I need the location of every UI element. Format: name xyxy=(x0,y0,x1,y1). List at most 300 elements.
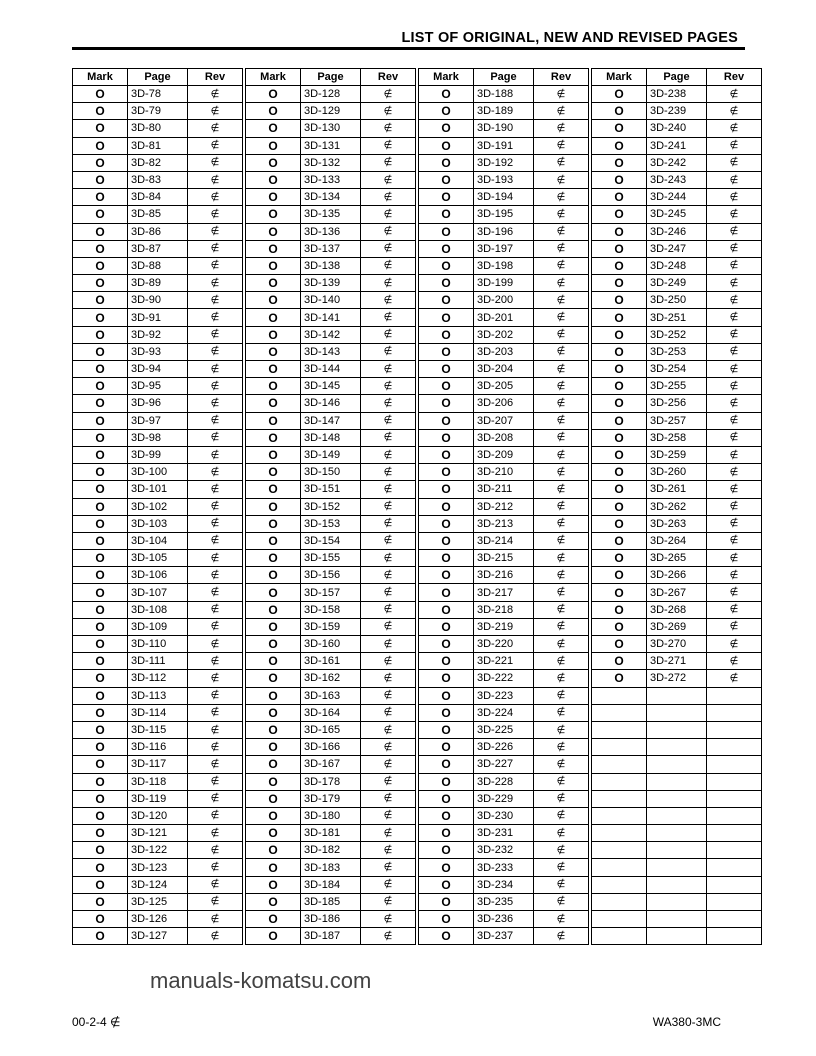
page-cell: 3D-167 xyxy=(301,756,361,773)
rev-cell: ∉ xyxy=(534,704,589,721)
mark-cell: O xyxy=(246,704,301,721)
table-row xyxy=(73,859,243,876)
page-cell: 3D-132 xyxy=(301,154,361,171)
page-cell: 3D-179 xyxy=(301,790,361,807)
rev-cell: ∉ xyxy=(188,807,243,824)
rev-cell: ∉ xyxy=(361,309,416,326)
page-cell: 3D-147 xyxy=(301,412,361,429)
page-cell: 3D-90 xyxy=(128,292,188,309)
table-row xyxy=(419,446,589,463)
page-cell: 3D-262 xyxy=(647,498,707,515)
mark-cell: O xyxy=(592,618,647,635)
mark-cell: O xyxy=(73,928,128,945)
mark-cell: O xyxy=(592,257,647,274)
mark-cell: O xyxy=(419,893,474,910)
page-cell xyxy=(647,790,707,807)
table-row xyxy=(592,206,762,223)
rev-cell: ∉ xyxy=(534,189,589,206)
rev-cell: ∉ xyxy=(361,584,416,601)
page-cell: 3D-134 xyxy=(301,189,361,206)
table-row xyxy=(246,756,416,773)
rev-cell: ∉ xyxy=(707,618,762,635)
mark-cell: O xyxy=(246,498,301,515)
mark-cell: O xyxy=(246,275,301,292)
mark-cell xyxy=(592,739,647,756)
rev-cell: ∉ xyxy=(188,498,243,515)
rev-cell: ∉ xyxy=(707,567,762,584)
rev-cell: ∉ xyxy=(188,842,243,859)
page-cell: 3D-269 xyxy=(647,618,707,635)
rev-cell: ∉ xyxy=(534,515,589,532)
page-cell: 3D-244 xyxy=(647,189,707,206)
mark-cell: O xyxy=(419,756,474,773)
mark-cell: O xyxy=(419,790,474,807)
table-row xyxy=(419,326,589,343)
mark-cell: O xyxy=(419,550,474,567)
mark-cell: O xyxy=(419,618,474,635)
mark-cell: O xyxy=(419,825,474,842)
rev-cell xyxy=(707,721,762,738)
mark-cell: O xyxy=(419,86,474,103)
mark-cell: O xyxy=(73,446,128,463)
table-row xyxy=(419,412,589,429)
mark-cell: O xyxy=(419,773,474,790)
mark-cell: O xyxy=(419,739,474,756)
page-cell: 3D-190 xyxy=(474,120,534,137)
mark-cell: O xyxy=(419,704,474,721)
rev-cell: ∉ xyxy=(707,446,762,463)
table-row xyxy=(419,257,589,274)
mark-cell: O xyxy=(73,275,128,292)
page-title: LIST OF ORIGINAL, NEW AND REVISED PAGES xyxy=(401,30,738,46)
mark-cell: O xyxy=(419,636,474,653)
rev-cell: ∉ xyxy=(534,842,589,859)
rev-cell: ∉ xyxy=(188,876,243,893)
rev-cell: ∉ xyxy=(707,275,762,292)
page-cell: 3D-112 xyxy=(128,670,188,687)
page-cell: 3D-260 xyxy=(647,464,707,481)
mark-cell: O xyxy=(73,189,128,206)
table-row xyxy=(246,189,416,206)
table-row xyxy=(246,171,416,188)
rev-cell: ∉ xyxy=(534,343,589,360)
footer-page-number: 00-2-4 ∉ xyxy=(72,1015,121,1029)
rev-cell: ∉ xyxy=(361,120,416,137)
rev-cell: ∉ xyxy=(361,876,416,893)
mark-cell: O xyxy=(73,378,128,395)
page-cell: 3D-99 xyxy=(128,446,188,463)
page-cell: 3D-240 xyxy=(647,120,707,137)
rev-cell: ∉ xyxy=(534,240,589,257)
mark-cell: O xyxy=(592,103,647,120)
table-row xyxy=(246,498,416,515)
rev-cell: ∉ xyxy=(534,532,589,549)
table-row xyxy=(592,670,762,687)
page-cell: 3D-86 xyxy=(128,223,188,240)
mark-cell: O xyxy=(246,773,301,790)
mark-cell: O xyxy=(419,361,474,378)
rev-cell: ∉ xyxy=(361,240,416,257)
mark-cell: O xyxy=(73,309,128,326)
table-row xyxy=(246,704,416,721)
mark-cell: O xyxy=(73,911,128,928)
rev-cell: ∉ xyxy=(188,911,243,928)
table-row xyxy=(419,498,589,515)
table-row xyxy=(246,928,416,945)
page-cell: 3D-84 xyxy=(128,189,188,206)
page-cell: 3D-247 xyxy=(647,240,707,257)
table-row xyxy=(592,120,762,137)
page-cell: 3D-154 xyxy=(301,532,361,549)
page-cell: 3D-202 xyxy=(474,326,534,343)
table-row xyxy=(73,481,243,498)
page-cell: 3D-157 xyxy=(301,584,361,601)
rev-cell: ∉ xyxy=(534,876,589,893)
table-row xyxy=(246,378,416,395)
page-cell: 3D-252 xyxy=(647,326,707,343)
page-cell: 3D-163 xyxy=(301,687,361,704)
rev-cell: ∉ xyxy=(361,326,416,343)
rev-cell: ∉ xyxy=(707,429,762,446)
page-cell: 3D-141 xyxy=(301,309,361,326)
page-cell: 3D-203 xyxy=(474,343,534,360)
table-row xyxy=(592,498,762,515)
mark-cell: O xyxy=(246,86,301,103)
table-row xyxy=(419,636,589,653)
mark-cell: O xyxy=(73,584,128,601)
table-row xyxy=(73,687,243,704)
mark-cell: O xyxy=(419,257,474,274)
table-row xyxy=(592,911,762,928)
page-cell: 3D-153 xyxy=(301,515,361,532)
rev-cell: ∉ xyxy=(534,601,589,618)
mark-cell: O xyxy=(246,636,301,653)
mark-cell: O xyxy=(592,223,647,240)
rev-cell: ∉ xyxy=(188,550,243,567)
rev-cell: ∉ xyxy=(361,532,416,549)
mark-cell: O xyxy=(246,257,301,274)
mark-cell xyxy=(592,859,647,876)
mark-cell: O xyxy=(73,893,128,910)
table-row xyxy=(592,687,762,704)
rev-cell: ∉ xyxy=(361,498,416,515)
mark-cell: O xyxy=(246,120,301,137)
page-cell: 3D-143 xyxy=(301,343,361,360)
mark-cell: O xyxy=(419,670,474,687)
mark-cell: O xyxy=(419,412,474,429)
table-row xyxy=(73,429,243,446)
rev-cell: ∉ xyxy=(707,395,762,412)
page-cell xyxy=(647,773,707,790)
mark-cell xyxy=(592,704,647,721)
mark-cell: O xyxy=(246,464,301,481)
table-row xyxy=(73,567,243,584)
rev-cell xyxy=(707,876,762,893)
rev-cell: ∉ xyxy=(707,481,762,498)
table-row xyxy=(246,120,416,137)
page-cell: 3D-193 xyxy=(474,171,534,188)
mark-cell: O xyxy=(73,601,128,618)
rev-cell: ∉ xyxy=(188,189,243,206)
table-row xyxy=(73,636,243,653)
rev-cell: ∉ xyxy=(534,309,589,326)
table-row xyxy=(592,928,762,945)
rev-cell: ∉ xyxy=(361,790,416,807)
rev-cell xyxy=(707,825,762,842)
page-cell: 3D-197 xyxy=(474,240,534,257)
table-row xyxy=(73,584,243,601)
mark-cell: O xyxy=(73,86,128,103)
page-cell: 3D-161 xyxy=(301,653,361,670)
page-cell: 3D-159 xyxy=(301,618,361,635)
page-cell: 3D-102 xyxy=(128,498,188,515)
rev-cell: ∉ xyxy=(188,515,243,532)
page-cell: 3D-210 xyxy=(474,464,534,481)
table-row xyxy=(246,137,416,154)
mark-cell: O xyxy=(246,893,301,910)
rev-cell: ∉ xyxy=(534,721,589,738)
rev-cell: ∉ xyxy=(188,928,243,945)
page-list-group xyxy=(418,68,589,945)
table-row xyxy=(246,464,416,481)
table-row xyxy=(592,361,762,378)
table-row xyxy=(246,911,416,928)
mark-cell: O xyxy=(246,395,301,412)
page-cell: 3D-245 xyxy=(647,206,707,223)
table-row xyxy=(592,309,762,326)
mark-cell: O xyxy=(73,790,128,807)
rev-cell: ∉ xyxy=(361,137,416,154)
page-cell: 3D-232 xyxy=(474,842,534,859)
page-cell: 3D-158 xyxy=(301,601,361,618)
rev-cell: ∉ xyxy=(534,893,589,910)
mark-cell: O xyxy=(419,429,474,446)
table-row xyxy=(592,103,762,120)
page-cell: 3D-109 xyxy=(128,618,188,635)
rev-cell: ∉ xyxy=(534,154,589,171)
rev-cell: ∉ xyxy=(188,309,243,326)
page-cell: 3D-205 xyxy=(474,378,534,395)
page-cell: 3D-186 xyxy=(301,911,361,928)
page-cell: 3D-266 xyxy=(647,567,707,584)
page-cell: 3D-151 xyxy=(301,481,361,498)
rev-cell: ∉ xyxy=(534,120,589,137)
rev-cell: ∉ xyxy=(534,859,589,876)
page-cell: 3D-148 xyxy=(301,429,361,446)
mark-cell: O xyxy=(592,636,647,653)
page-cell xyxy=(647,876,707,893)
rev-cell: ∉ xyxy=(707,86,762,103)
page-cell: 3D-261 xyxy=(647,481,707,498)
rev-cell: ∉ xyxy=(188,326,243,343)
table-row xyxy=(73,842,243,859)
rev-cell: ∉ xyxy=(534,464,589,481)
page-cell xyxy=(647,893,707,910)
mark-cell: O xyxy=(592,206,647,223)
mark-cell: O xyxy=(419,343,474,360)
table-row xyxy=(592,618,762,635)
rev-cell: ∉ xyxy=(534,361,589,378)
rev-cell: ∉ xyxy=(188,893,243,910)
rev-cell: ∉ xyxy=(188,464,243,481)
page-cell: 3D-229 xyxy=(474,790,534,807)
table-row xyxy=(246,532,416,549)
mark-cell: O xyxy=(246,412,301,429)
page-cell: 3D-249 xyxy=(647,275,707,292)
page-cell: 3D-104 xyxy=(128,532,188,549)
table-row xyxy=(592,807,762,824)
table-row xyxy=(592,893,762,910)
rev-cell: ∉ xyxy=(707,326,762,343)
mark-cell: O xyxy=(246,721,301,738)
table-row xyxy=(73,618,243,635)
mark-cell: O xyxy=(73,343,128,360)
mark-cell: O xyxy=(73,636,128,653)
mark-cell: O xyxy=(73,498,128,515)
rev-cell: ∉ xyxy=(361,154,416,171)
page-cell: 3D-122 xyxy=(128,842,188,859)
page-cell: 3D-136 xyxy=(301,223,361,240)
page-cell: 3D-88 xyxy=(128,257,188,274)
page-cell: 3D-110 xyxy=(128,636,188,653)
mark-cell: O xyxy=(419,378,474,395)
rev-cell: ∉ xyxy=(361,636,416,653)
page-cell: 3D-270 xyxy=(647,636,707,653)
rev-cell: ∉ xyxy=(361,859,416,876)
table-row xyxy=(592,842,762,859)
rev-cell: ∉ xyxy=(188,670,243,687)
mark-cell: O xyxy=(246,361,301,378)
page-cell: 3D-101 xyxy=(128,481,188,498)
page-cell: 3D-224 xyxy=(474,704,534,721)
mark-cell: O xyxy=(73,515,128,532)
mark-cell: O xyxy=(246,532,301,549)
rev-cell xyxy=(707,739,762,756)
mark-cell: O xyxy=(592,395,647,412)
rev-cell: ∉ xyxy=(361,756,416,773)
mark-cell: O xyxy=(246,103,301,120)
page-cell: 3D-98 xyxy=(128,429,188,446)
page-cell: 3D-211 xyxy=(474,481,534,498)
page-cell: 3D-145 xyxy=(301,378,361,395)
rev-cell: ∉ xyxy=(361,86,416,103)
page-cell: 3D-126 xyxy=(128,911,188,928)
page-cell: 3D-178 xyxy=(301,773,361,790)
mark-cell: O xyxy=(592,550,647,567)
rev-cell: ∉ xyxy=(534,326,589,343)
page-cell: 3D-130 xyxy=(301,120,361,137)
rev-cell xyxy=(707,773,762,790)
page-cell: 3D-135 xyxy=(301,206,361,223)
page-cell: 3D-204 xyxy=(474,361,534,378)
mark-cell: O xyxy=(592,292,647,309)
table-row xyxy=(592,739,762,756)
column-header-page: Page xyxy=(647,69,707,86)
table-row xyxy=(246,412,416,429)
rev-cell: ∉ xyxy=(361,189,416,206)
rev-cell: ∉ xyxy=(707,120,762,137)
rev-cell: ∉ xyxy=(188,704,243,721)
table-row xyxy=(73,550,243,567)
rev-cell xyxy=(707,842,762,859)
mark-cell: O xyxy=(592,584,647,601)
table-row xyxy=(592,876,762,893)
page-cell: 3D-121 xyxy=(128,825,188,842)
title-rule xyxy=(72,47,745,50)
mark-cell: O xyxy=(246,807,301,824)
mark-cell: O xyxy=(419,928,474,945)
rev-cell: ∉ xyxy=(534,257,589,274)
table-row xyxy=(73,154,243,171)
mark-cell: O xyxy=(73,257,128,274)
rev-cell: ∉ xyxy=(188,86,243,103)
mark-cell: O xyxy=(419,395,474,412)
mark-cell: O xyxy=(73,103,128,120)
page-cell: 3D-218 xyxy=(474,601,534,618)
rev-cell: ∉ xyxy=(188,275,243,292)
mark-cell: O xyxy=(592,429,647,446)
mark-cell xyxy=(592,928,647,945)
watermark: manuals-komatsu.com xyxy=(150,968,372,993)
table-row xyxy=(73,756,243,773)
mark-cell: O xyxy=(246,154,301,171)
rev-cell: ∉ xyxy=(707,498,762,515)
mark-cell: O xyxy=(246,825,301,842)
mark-cell xyxy=(592,773,647,790)
rev-cell: ∉ xyxy=(361,223,416,240)
mark-cell: O xyxy=(246,326,301,343)
rev-cell xyxy=(707,687,762,704)
table-row xyxy=(592,464,762,481)
page-cell: 3D-182 xyxy=(301,842,361,859)
mark-cell: O xyxy=(419,911,474,928)
page-cell: 3D-194 xyxy=(474,189,534,206)
column-header-rev: Rev xyxy=(707,69,762,86)
rev-cell: ∉ xyxy=(188,532,243,549)
page-cell: 3D-89 xyxy=(128,275,188,292)
page-cell: 3D-131 xyxy=(301,137,361,154)
mark-cell: O xyxy=(592,326,647,343)
rev-cell: ∉ xyxy=(361,842,416,859)
mark-cell: O xyxy=(73,859,128,876)
mark-cell: O xyxy=(246,739,301,756)
page-cell: 3D-250 xyxy=(647,292,707,309)
rev-cell: ∉ xyxy=(188,618,243,635)
mark-cell: O xyxy=(246,309,301,326)
mark-cell: O xyxy=(592,412,647,429)
mark-cell: O xyxy=(73,481,128,498)
rev-cell: ∉ xyxy=(707,292,762,309)
table-row xyxy=(246,309,416,326)
rev-cell xyxy=(707,790,762,807)
column-header-page: Page xyxy=(301,69,361,86)
rev-cell: ∉ xyxy=(188,739,243,756)
rev-cell: ∉ xyxy=(188,446,243,463)
table-row xyxy=(73,412,243,429)
rev-cell: ∉ xyxy=(534,773,589,790)
mark-cell: O xyxy=(419,120,474,137)
table-row xyxy=(592,550,762,567)
rev-cell: ∉ xyxy=(534,584,589,601)
table-row xyxy=(419,721,589,738)
page-cell: 3D-164 xyxy=(301,704,361,721)
page-cell: 3D-187 xyxy=(301,928,361,945)
mark-cell: O xyxy=(73,137,128,154)
table-row xyxy=(246,361,416,378)
rev-cell: ∉ xyxy=(707,103,762,120)
table-row xyxy=(419,859,589,876)
page-cell: 3D-258 xyxy=(647,429,707,446)
